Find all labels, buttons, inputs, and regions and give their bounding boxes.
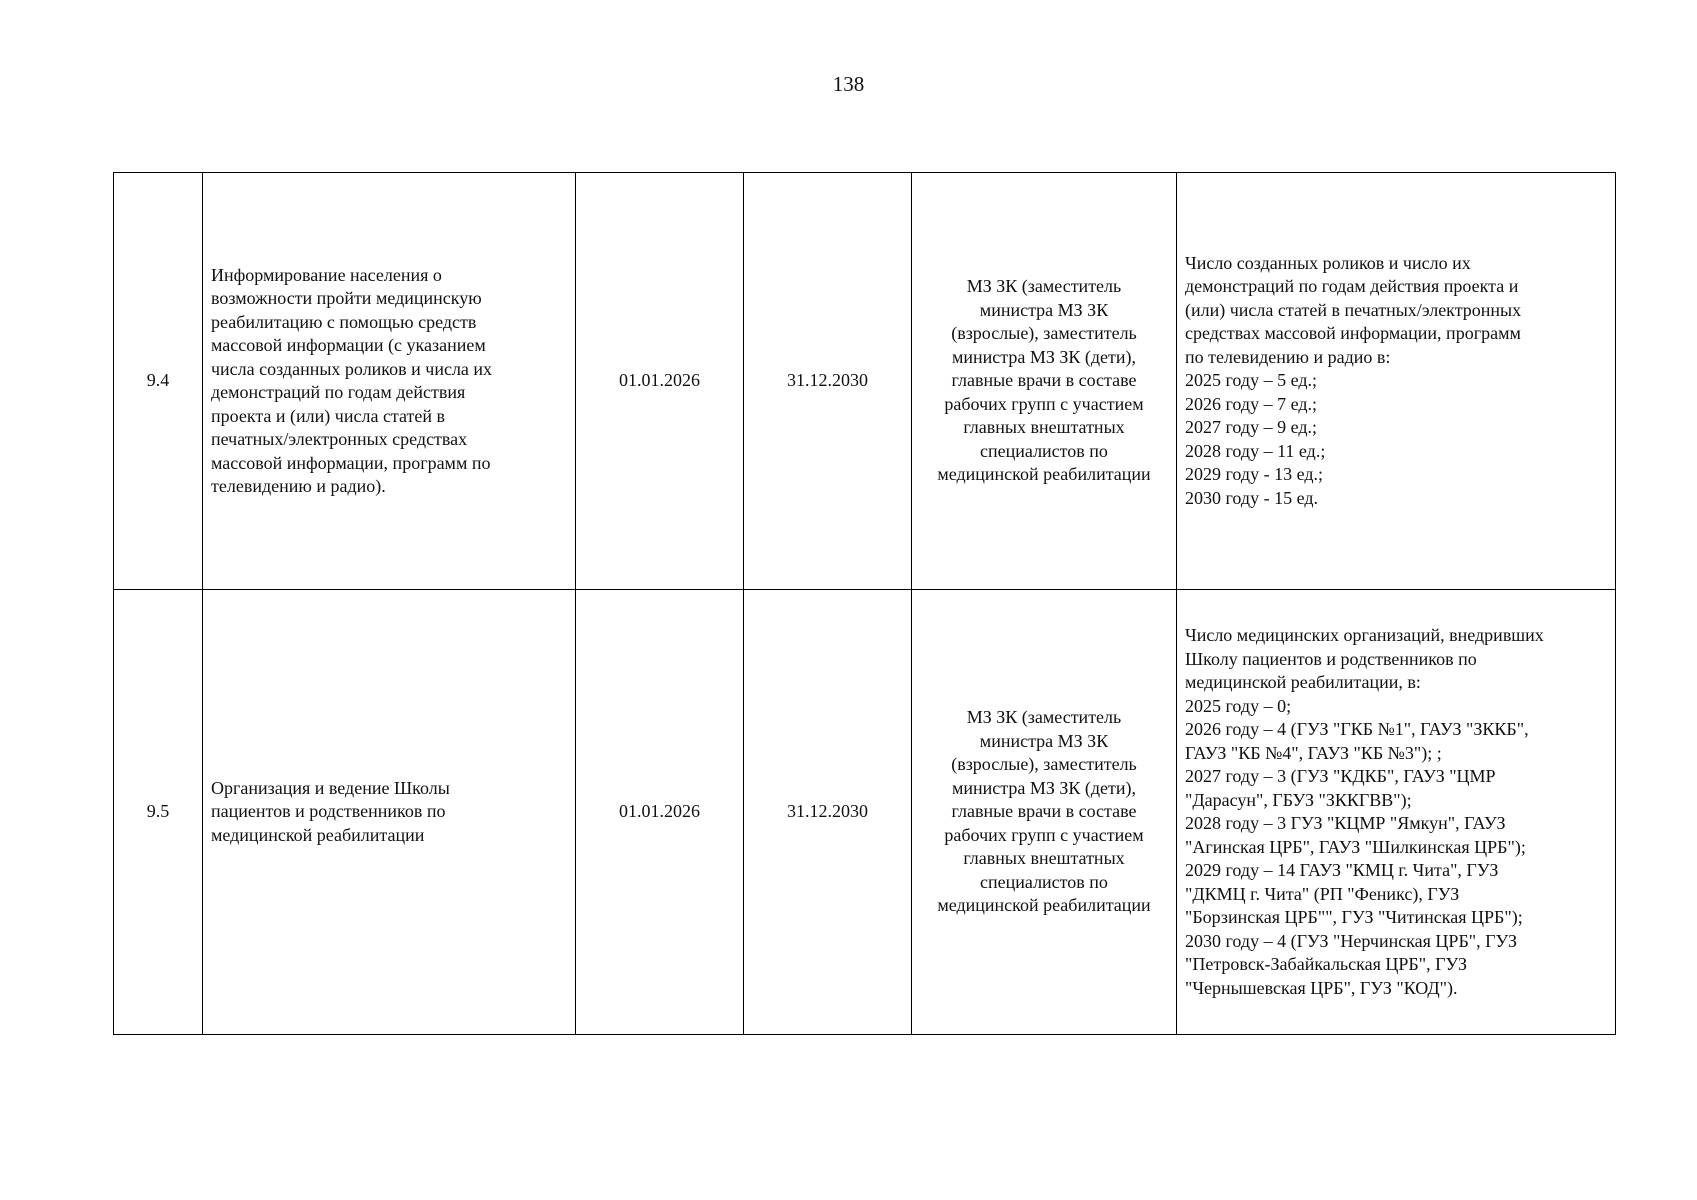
- text-line: 2027 году – 3 (ГУЗ "КДКБ", ГАУЗ "ЦМР: [1185, 766, 1496, 786]
- text-line: рабочих групп с участием: [944, 824, 1144, 845]
- text-line: Организация и ведение Школы: [211, 777, 450, 798]
- text-line: "Борзинская ЦРБ"", ГУЗ "Читинская ЦРБ");: [1185, 907, 1523, 927]
- page-number: 138: [832, 72, 865, 96]
- text-line: "Чернышевская ЦРБ", ГУЗ "КОД").: [1185, 977, 1458, 998]
- text-line: проекта и (или) числа статей в: [211, 405, 446, 426]
- text-line: главные врачи в составе: [951, 801, 1137, 822]
- text-line: телевидению и радио).: [211, 476, 386, 496]
- text-line: министра МЗ ЗК (дети),: [951, 777, 1137, 798]
- measure-description: [203, 590, 576, 1035]
- end-date: 31.12.2030: [744, 173, 912, 590]
- text-line: специалистов по: [980, 440, 1108, 461]
- text-line: Школу пациентов и родственников по: [1185, 648, 1477, 669]
- text-line: (взрослые), заместитель: [951, 754, 1137, 775]
- text-line: 2030 году – 4 (ГУЗ "Нерчинская ЦРБ", ГУЗ: [1185, 930, 1518, 951]
- text-line: министра МЗ ЗК: [979, 730, 1109, 751]
- text-line: 2026 году – 7 ед.;: [1185, 393, 1317, 414]
- text-line: МЗ ЗК (заместитель: [966, 707, 1122, 728]
- text-line: рабочих групп с участием: [944, 393, 1144, 414]
- text-line: реабилитацию с помощью средств: [211, 311, 477, 332]
- start-date: 01.01.2026: [576, 590, 744, 1035]
- text-line: 2025 году – 0;: [1185, 695, 1292, 716]
- text-line: "Агинская ЦРБ", ГАУЗ "Шилкинская ЦРБ");: [1185, 836, 1526, 857]
- text-line: министра МЗ ЗК (дети),: [951, 346, 1137, 367]
- text-line: главные врачи в составе: [951, 370, 1137, 391]
- measures-table: [113, 172, 1616, 1035]
- text-line: медицинской реабилитации: [937, 464, 1151, 485]
- text-line: "Дарасун", ГБУЗ "ЗККГВВ");: [1185, 789, 1412, 810]
- text-line: 2025 году – 5 ед.;: [1185, 370, 1317, 391]
- text-line: 2029 году – 14 ГАУЗ "КМЦ г. Чита", ГУЗ: [1185, 860, 1499, 880]
- text-line: Число созданных роликов и число их: [1185, 252, 1471, 273]
- text-line: "ДКМЦ г. Чита" (РП "Феникс), ГУЗ: [1185, 883, 1460, 904]
- text-line: 2030 году - 15 ед.: [1185, 487, 1318, 508]
- text-line: (или) числа статей в печатных/электронных: [1185, 299, 1522, 320]
- text-line: числа созданных роликов и числа их: [211, 358, 493, 379]
- text-line: средствах массовой информации, программ: [1185, 323, 1521, 344]
- text-line: 2029 году - 13 ед.;: [1185, 464, 1323, 485]
- text-line: демонстраций по годам действия: [211, 382, 466, 402]
- text-line: ГАУЗ "КБ №4", ГАУЗ "КБ №3"); ;: [1185, 742, 1442, 763]
- text-line: главных внештатных: [963, 417, 1125, 438]
- result-indicator: [1177, 173, 1616, 590]
- responsible-party: [912, 590, 1177, 1035]
- text-line: (взрослые), заместитель: [951, 323, 1137, 344]
- text-line: массовой информации (с указанием: [211, 335, 486, 355]
- text-line: Информирование населения о: [211, 264, 442, 285]
- text-line: главных внештатных: [963, 848, 1125, 869]
- text-line: 2028 году – 3 ГУЗ "КЦМР "Ямкун", ГАУЗ: [1185, 813, 1506, 833]
- text-line: 2026 году – 4 (ГУЗ "ГКБ №1", ГАУЗ "ЗККБ",: [1185, 719, 1529, 739]
- table-row: [114, 590, 1616, 1035]
- text-line: пациентов и родственников по: [211, 801, 446, 822]
- start-date: 01.01.2026: [576, 173, 744, 590]
- text-line: Число медицинских организаций, внедривших: [1185, 625, 1544, 645]
- text-line: министра МЗ ЗК: [979, 299, 1109, 320]
- text-line: специалистов по: [980, 871, 1108, 892]
- text-line: печатных/электронных средствах: [211, 429, 468, 449]
- text-line: по телевидению и радио в:: [1185, 346, 1391, 367]
- result-indicator: [1177, 590, 1616, 1035]
- text-line: медицинской реабилитации: [937, 895, 1151, 916]
- text-line: возможности пройти медицинскую: [211, 288, 482, 308]
- text-line: медицинской реабилитации, в:: [1185, 672, 1421, 692]
- row-number: 9.5: [114, 590, 203, 1035]
- text-line: 2027 году – 9 ед.;: [1185, 417, 1317, 438]
- row-number: 9.4: [114, 173, 203, 590]
- text-line: массовой информации, программ по: [211, 452, 491, 473]
- text-line: 2028 году – 11 ед.;: [1185, 440, 1326, 461]
- table-row: [114, 173, 1616, 590]
- responsible-party: [912, 173, 1177, 590]
- text-line: "Петровск-Забайкальская ЦРБ", ГУЗ: [1185, 954, 1467, 974]
- text-line: МЗ ЗК (заместитель: [966, 276, 1122, 297]
- end-date: 31.12.2030: [744, 590, 912, 1035]
- measure-description: [203, 173, 576, 590]
- text-line: демонстраций по годам действия проекта и: [1185, 276, 1519, 297]
- text-line: медицинской реабилитации: [211, 824, 425, 845]
